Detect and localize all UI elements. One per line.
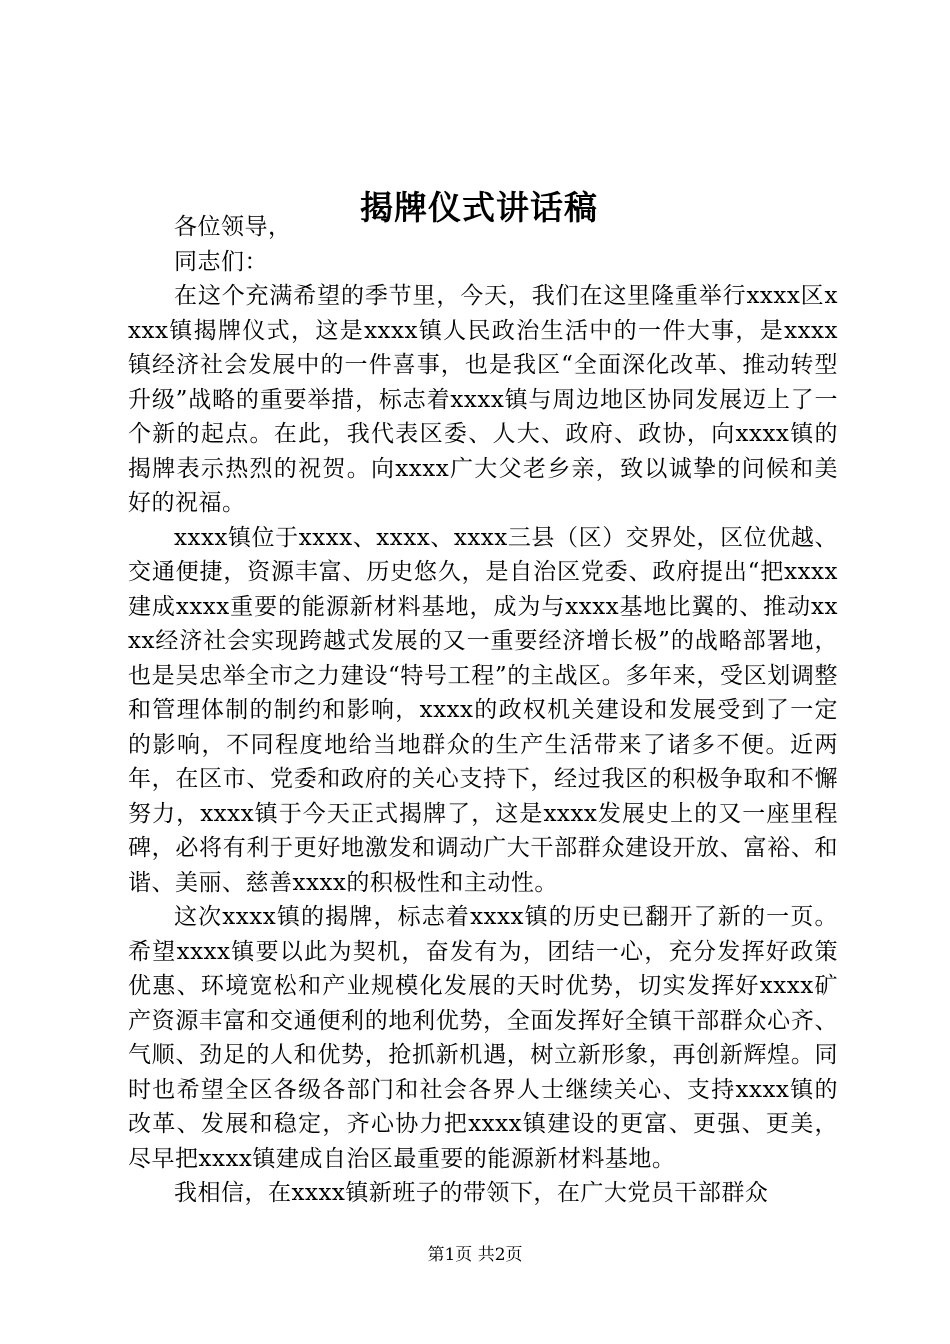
salutation-leaders: 各位领导， [174,214,292,240]
document-body [128,210,838,1211]
paragraph: xxxx镇位于xxxx、xxxx、xxxx三县（区）交界处，区位优越、交通便捷，资源丰富、历史悠久，是自治区党委、政府提出“把xxxx建成xxxx重要的能源新材料基地，成为与xxxx基地比翼的、推动xxxx经济社会实现跨越式发展的又一重要经济增长极”的战略部署地，也是吴忠举全市之力建设“特号工程”的主战区。多年来，受区划调整和管理体制的制约和影响，xxxx的政权机关建设和发展受到了一定的影响，不同程度地给当地群众的生产生活带来了诸多不便。近两年，在区市、党委和政府的关心支持下，经过我区的积极争取和不懈努力，xxxx镇于今天正式揭牌了，这是xxxx发展史上的又一座里程碑，必将有利于更好地激发和调动广大干部群众建设开放、富裕、和谐、美丽、慈善xxxx的积极性和主动性。 [128,524,838,896]
paragraph: 在这个充满希望的季节里，今天，我们在这里隆重举行xxxx区xxxx镇揭牌仪式，这是xxxx镇人民政治生活中的一件大事，是xxxx镇经济社会发展中的一件喜事，也是我区“全面深化改革、推动转型升级”战略的重要举措，标志着xxxx镇与周边地区协同发展迈上了一个新的起点。在此，我代表区委、人大、政府、政协，向xxxx镇的揭牌表示热烈的祝贺。向xxxx广大父老乡亲，致以诚挚的问候和美好的祝福。 [128,283,838,516]
paragraph: 这次xxxx镇的揭牌，标志着xxxx镇的历史已翻开了新的一页。希望xxxx镇要以此为契机，奋发有为，团结一心，充分发挥好政策优惠、环境宽松和产业规模化发展的天时优势，切实发挥好xxxx矿产资源丰富和交通便利的地利优势，全面发挥好全镇干部群众心齐、气顺、劲足的人和优势，抢抓新机遇，树立新形象，再创新辉煌。同时也希望全区各级各部门和社会各界人士继续关心、支持xxxx镇的改革、发展和稳定，齐心协力把xxxx镇建设的更富、更强、更美，尽早把xxxx镇建成自治区最重要的能源新材料基地。 [128,904,838,1172]
salutation-comrades: 同志们： [174,248,268,275]
paragraph: 我相信，在xxxx镇新班子的带领下，在广大党员干部群众 [174,1180,769,1206]
page-number-footer: 第1页 共2页 [427,1245,523,1265]
document-title: 揭牌仪式讲话稿 [360,188,598,227]
